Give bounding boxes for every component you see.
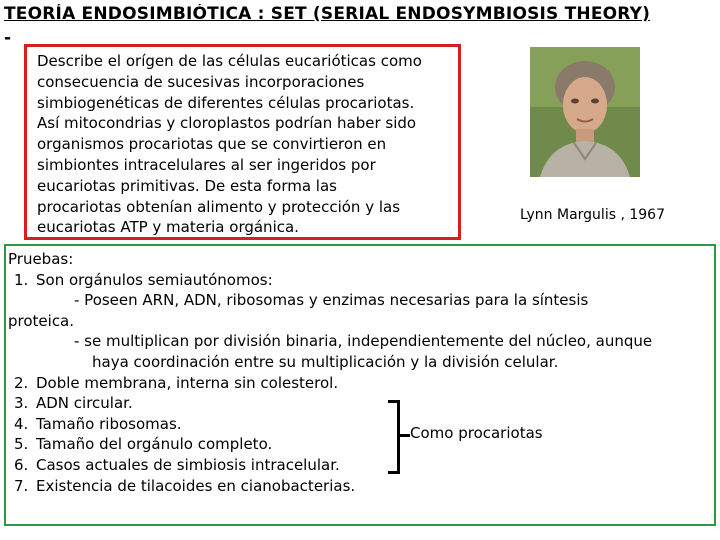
list-item bbox=[8, 414, 714, 435]
item-number: 1. bbox=[14, 270, 29, 289]
intro-line: Describe el orígen de las células eucarióticas como bbox=[37, 52, 422, 70]
intro-line: procariotas obtenían alimento y protección y las bbox=[37, 197, 401, 216]
list-item bbox=[8, 434, 714, 455]
portrait-icon bbox=[530, 47, 640, 177]
proofs-heading: Pruebas: bbox=[8, 250, 74, 268]
list-item bbox=[8, 455, 714, 476]
item-text: Casos actuales de simbiosis intracelular. bbox=[36, 455, 340, 474]
list-item bbox=[8, 476, 714, 497]
list-item bbox=[8, 393, 714, 414]
item-number: 2. bbox=[14, 373, 29, 392]
item-number: 5. bbox=[14, 435, 29, 454]
intro-line: simbiogenéticas de diferentes células procariotas. bbox=[37, 93, 415, 112]
sub-point-continuation: haya coordinación entre su multiplicación y la división celular. bbox=[92, 352, 559, 371]
item-number: 4. bbox=[14, 414, 29, 433]
item-text: ADN circular. bbox=[36, 394, 133, 413]
slide-title: TEORÍA ENDOSIMBIÓTICA : SET (SERIAL ENDOSYMBIOSIS THEORY) bbox=[4, 4, 651, 24]
intro-line: simbiontes intracelulares al ser ingeridos por bbox=[37, 155, 376, 174]
intro-line: Así mitocondrias y cloroplastos podrían haber sido bbox=[37, 114, 417, 133]
item-number: 7. bbox=[14, 476, 29, 495]
item-text: Doble membrana, interna sin colesterol. bbox=[36, 373, 339, 392]
intro-line: eucariotas ATP y materia orgánica. bbox=[37, 218, 299, 237]
item-text: Tamaño ribosomas. bbox=[36, 414, 182, 433]
bracket-label: Como procariotas bbox=[410, 424, 543, 442]
item-text: Tamaño del orgánulo completo. bbox=[36, 435, 273, 454]
sub-point-continuation: proteica. bbox=[8, 311, 75, 330]
portrait-caption: Lynn Margulis , 1967 bbox=[520, 207, 665, 223]
sub-point: - Poseen ARN, ADN, ribosomas y enzimas necesarias para la síntesis bbox=[74, 291, 589, 310]
item-text: Existencia de tilacoides en cianobacterias. bbox=[36, 476, 356, 495]
proofs-box bbox=[4, 244, 716, 526]
list-item bbox=[8, 270, 714, 291]
bracket-bottom bbox=[388, 471, 400, 474]
portrait-photo bbox=[530, 47, 640, 177]
intro-line: organismos procariotas que se convirtieron en bbox=[37, 135, 387, 154]
list-item bbox=[8, 373, 714, 394]
grouping-bracket bbox=[388, 400, 400, 474]
sub-point: - se multiplican por división binaria, independientemente del núcleo, aunque bbox=[74, 332, 653, 351]
title-dash: - bbox=[4, 28, 12, 48]
intro-line: consecuencia de sucesivas incorporaciones bbox=[37, 72, 365, 91]
intro-line: eucariotas primitivas. De esta forma las bbox=[37, 176, 337, 195]
intro-box bbox=[24, 44, 461, 240]
item-text: Son orgánulos semiautónomos: bbox=[36, 270, 273, 289]
item-number: 3. bbox=[14, 394, 29, 413]
bracket-pointer bbox=[400, 434, 410, 437]
bracket-top bbox=[388, 400, 400, 403]
item-number: 6. bbox=[14, 455, 29, 474]
